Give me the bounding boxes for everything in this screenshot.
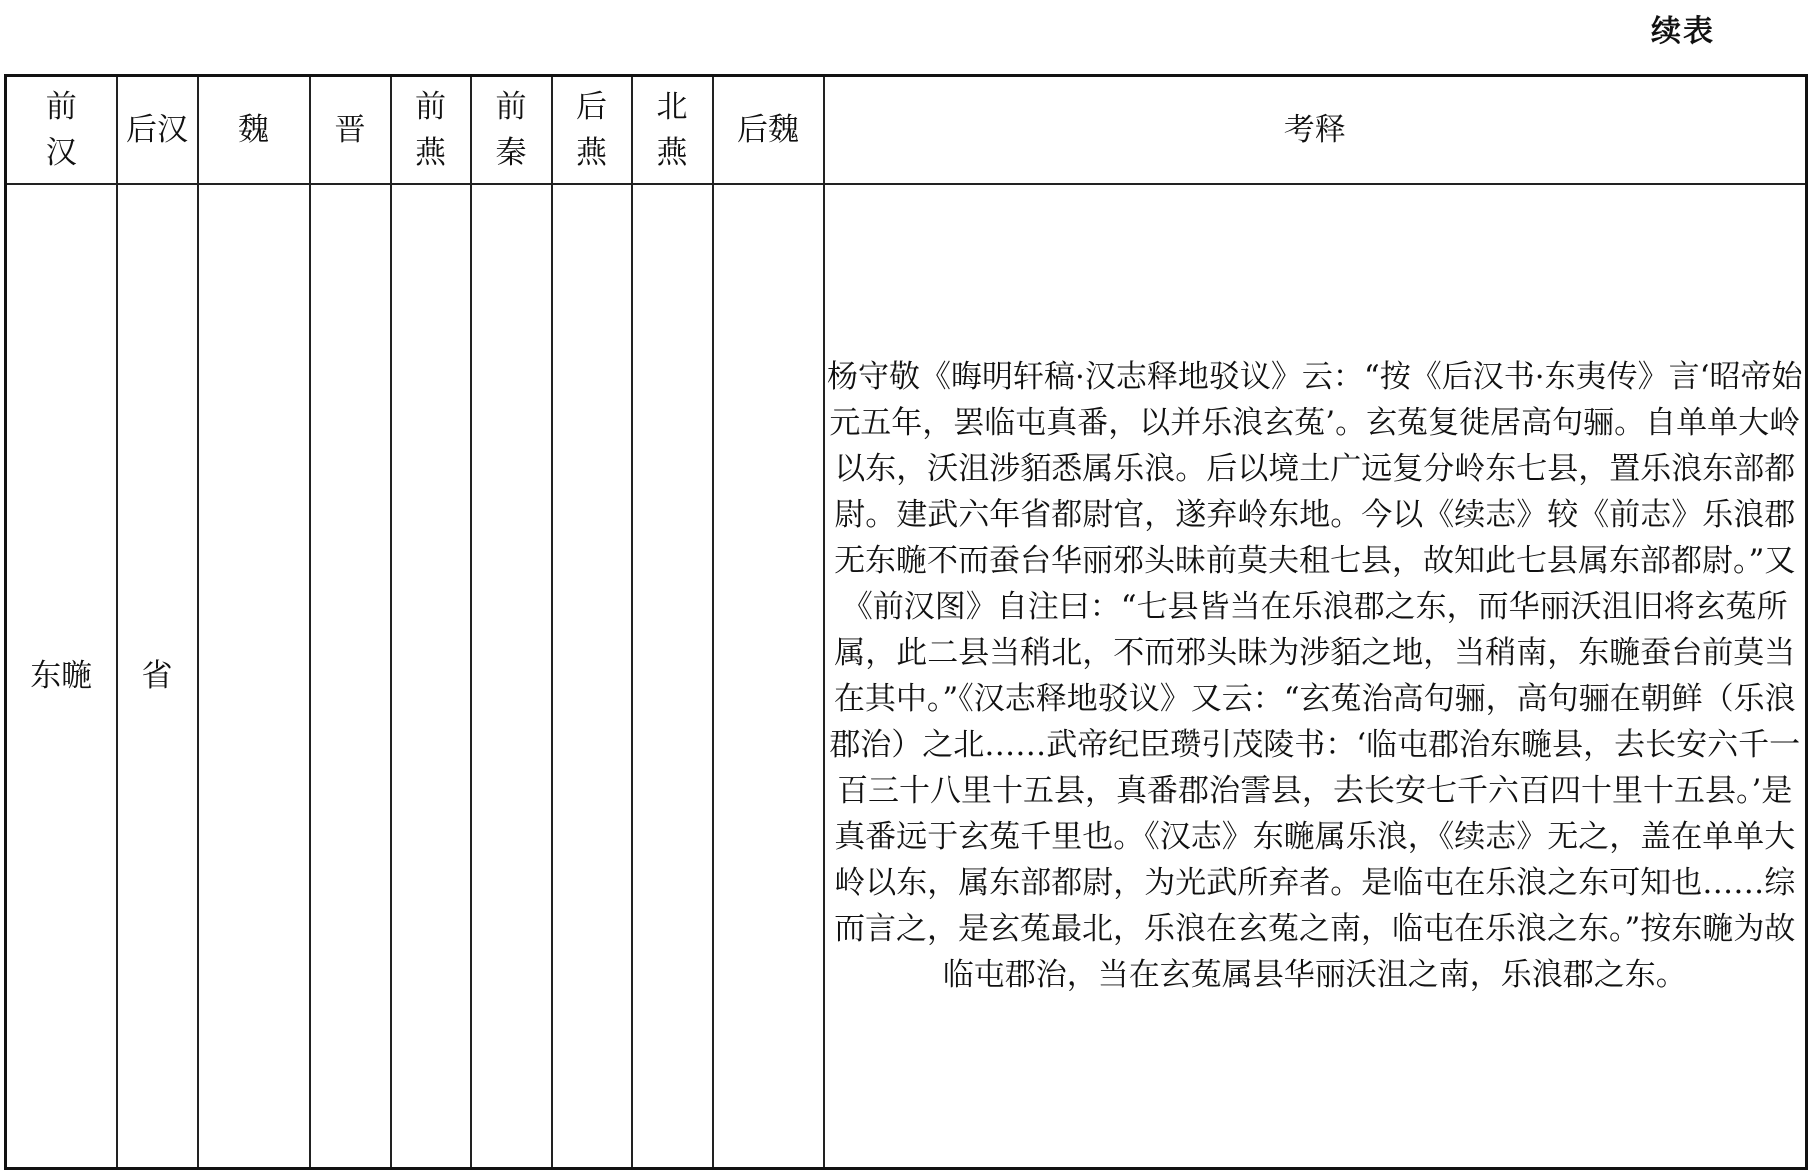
header-label: 考释: [1283, 111, 1346, 148]
header-cell-bei-yan: [632, 76, 713, 184]
header-cell-qian-han: [6, 76, 117, 184]
header-cell-qian-qin: [471, 76, 552, 184]
cell-hou-yan: [552, 184, 632, 1169]
header-cell-hou-wei: [713, 76, 824, 184]
cell-bei-yan: [632, 184, 713, 1169]
header-cell-hou-han: [117, 76, 198, 184]
header-label: 后燕: [576, 88, 607, 171]
kaoshi-commentary: 杨守敬《晦明轩稿·汉志释地驳议》云：“按《后汉书·东夷传》言‘昭帝始元五年，罢临屯真番，以并乐浪玄菟’。玄菟复徙居高句骊。自单单大岭以东，沃沮涉貊悉属乐浪。后以境土广远复分岭东七县，置乐浪东部都尉。建武六年省都尉官，遂弃岭东地。今以《续志》较《前志》乐浪郡无东暆不而蚕台华丽邪头昧前莫夫租七县，故知此七县属东部都尉。”又《前汉图》自注曰：“七县皆当在乐浪郡之东，而华丽沃沮旧将玄菟所属，此二县当稍北，不而邪头昧为涉貊之地，当稍南，东暆蚕台前莫当在其中。”《汉志释地驳议》又云：“玄菟治高句骊，高句骊在朝鲜（乐浪郡治）之北……武帝纪臣瓒引茂陵书：‘临屯郡治东暆县，去长安六千一百三十八里十五县，真番郡治霅县，去长安七千六百四十里十五县。’是真番远于玄菟千里也。《汉志》东暆属乐浪，《续志》无之，盖在单单大岭以东，属东部都尉，为光武所弃者。是临屯在乐浪之东可知也……综而言之，是玄菟最北，乐浪在玄菟之南，临屯在乐浪之东。”按东暆为故临屯郡治，当在玄菟属县华丽沃沮之南，乐浪郡之东。: [824, 184, 1807, 1169]
header-row: [6, 76, 1807, 184]
header-label: 前燕: [415, 88, 446, 171]
header-label: 北燕: [656, 88, 688, 171]
header-cell-jin: [310, 76, 391, 184]
header-cell-qian-yan: [391, 76, 471, 184]
header-label: 后魏: [737, 111, 799, 148]
header-label: 前秦: [495, 88, 527, 171]
header-cell-wei: [198, 76, 310, 184]
continued-table-label: 续表: [1651, 14, 1715, 49]
header-label: 晋: [334, 111, 366, 148]
cell-jin: [310, 184, 391, 1169]
header-label: 魏: [238, 111, 269, 148]
table-row: [6, 184, 1807, 1169]
cell-qian-han: 东暆: [6, 184, 117, 1169]
cell-qian-yan: [391, 184, 471, 1169]
cell-wei: [198, 184, 310, 1169]
header-label: 前汉: [45, 88, 77, 171]
cell-hou-han: 省: [117, 184, 198, 1169]
cell-qian-qin: [471, 184, 552, 1169]
cell-hou-wei: [713, 184, 824, 1169]
header-label: 后汉: [126, 111, 188, 148]
header-cell-kaoshi: [824, 76, 1807, 184]
header-cell-hou-yan: [552, 76, 632, 184]
dynasty-county-table: [4, 74, 1808, 1170]
